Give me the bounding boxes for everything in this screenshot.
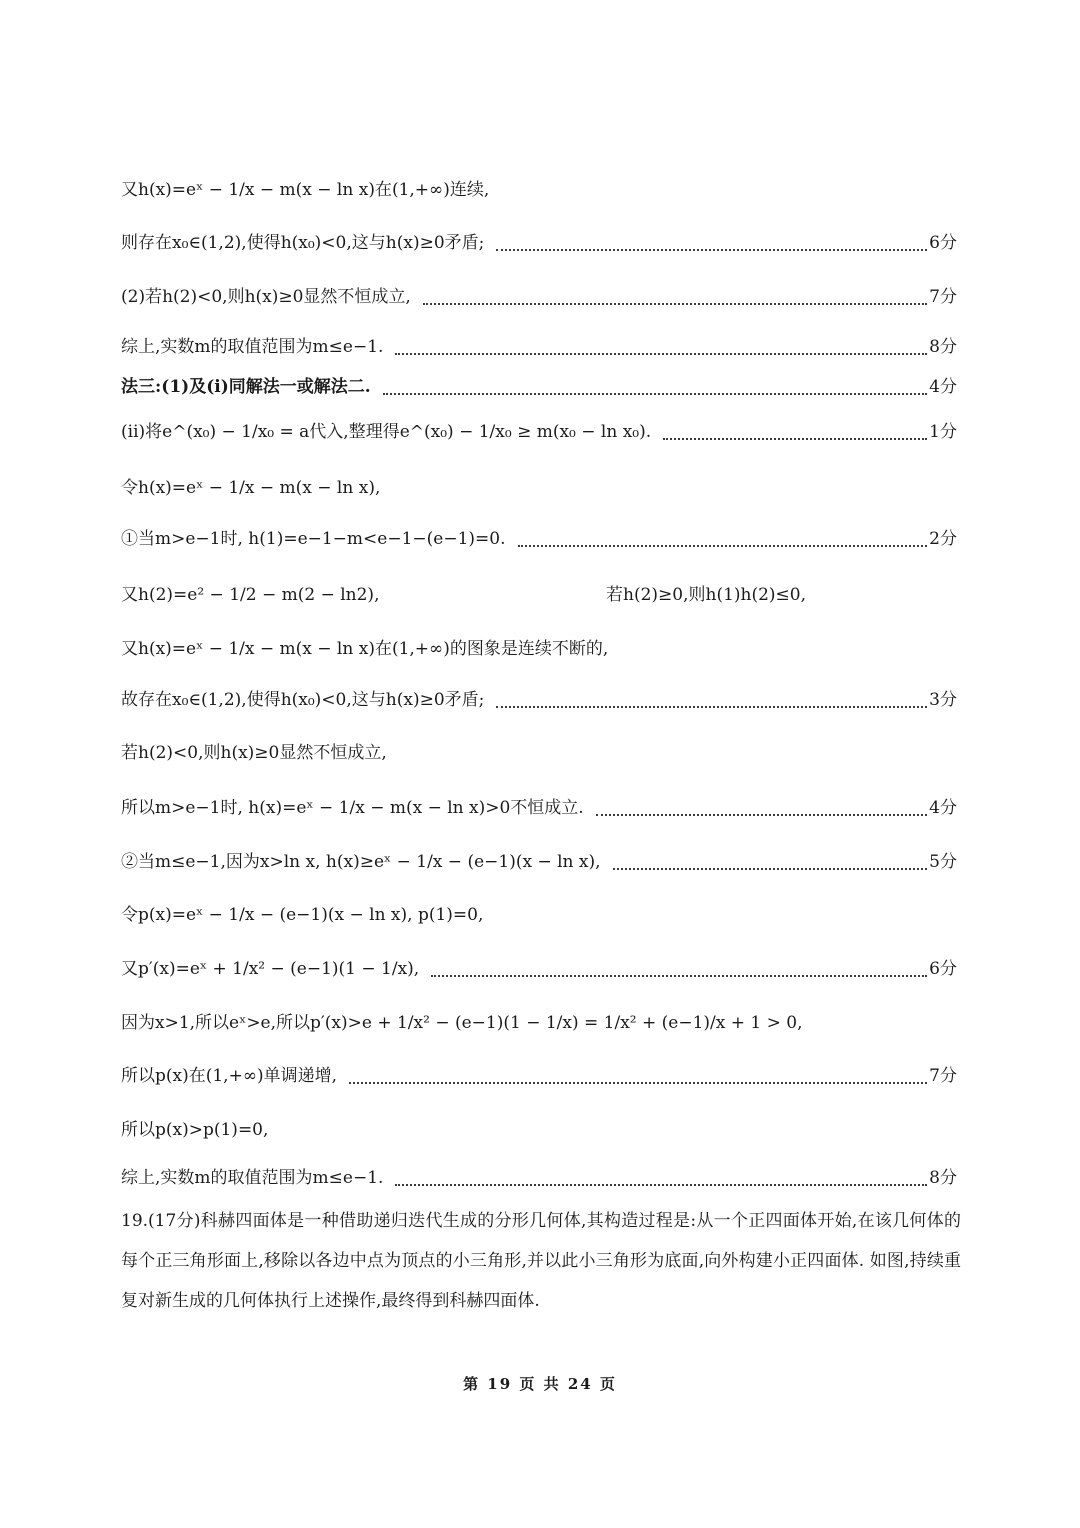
line-text: 令p(x)=eˣ − 1/x − (e−1)(x − ln x), p(1)=0,: [121, 905, 484, 925]
line-9: [121, 587, 957, 604]
line-11: [121, 692, 957, 709]
line-14: [121, 854, 957, 871]
line-text: 则存在x₀∈(1,2),使得h(x₀)<0,这与h(x)≥0矛盾;: [121, 233, 485, 253]
line-text: 故存在x₀∈(1,2),使得h(x₀)<0,这与h(x)≥0矛盾;: [121, 690, 485, 710]
line-text: ②当m≤e−1,因为x>ln x, h(x)≥eˣ − 1/x − (e−1)(x − ln x),: [121, 852, 601, 872]
line-13: [121, 800, 957, 817]
points-label: 3分: [929, 690, 957, 710]
line-text: 若h(2)<0,则h(x)≥0显然不恒成立,: [121, 743, 387, 763]
line-10: [121, 641, 957, 658]
line-4: [121, 339, 957, 356]
line-text: 所以p(x)>p(1)=0,: [121, 1120, 269, 1140]
line-text: 综上,实数m的取值范围为m≤e−1.: [121, 337, 384, 357]
points-label: 8分: [929, 1168, 957, 1188]
line-20: [121, 1170, 957, 1187]
line-8: [121, 531, 957, 548]
line-19: [121, 1122, 957, 1139]
dot-leader: [423, 303, 927, 305]
dot-leader: [395, 353, 927, 355]
line-text: 法三:(1)及(i)同解法一或解法二.: [121, 377, 371, 397]
line-16: [121, 961, 957, 978]
page-footer: 第 19 页 共 24 页: [463, 1375, 617, 1393]
points-label: 5分: [929, 852, 957, 872]
line-15: [121, 907, 957, 924]
dot-leader: [596, 814, 927, 816]
line-17: [121, 1015, 957, 1032]
line-7: [121, 480, 957, 497]
line-18: [121, 1068, 957, 1085]
line-5: [121, 379, 957, 396]
dot-leader: [496, 706, 927, 708]
line-text: 令h(x)=eˣ − 1/x − m(x − ln x),: [121, 478, 381, 498]
points-label: 8分: [929, 337, 957, 357]
points-label: 4分: [929, 377, 957, 397]
points-label: 4分: [929, 798, 957, 818]
dot-leader: [395, 1184, 927, 1186]
dot-leader: [431, 975, 927, 977]
line-text: 因为x>1,所以eˣ>e,所以p′(x)>e + 1/x² − (e−1)(1 − 1/x) = 1/x² + (e−1)/x + 1 > 0,: [121, 1013, 803, 1033]
line-text: (ii)将e^(x₀) − 1/x₀ = a代入,整理得e^(x₀) − 1/x₀ ≥ m(x₀ − ln x₀).: [121, 422, 652, 442]
dot-leader: [349, 1082, 927, 1084]
line-text: 又p′(x)=eˣ + 1/x² − (e−1)(1 − 1/x),: [121, 959, 420, 979]
dot-leader: [496, 249, 927, 251]
dot-leader: [663, 438, 927, 440]
points-label: 1分: [929, 422, 957, 442]
points-label: 2分: [929, 529, 957, 549]
line-text: ①当m>e−1时, h(1)=e−1−m<e−1−(e−1)=0.: [121, 529, 506, 549]
line-text: 又h(2)=e² − 1/2 − m(2 − ln2),: [121, 585, 380, 605]
line-text: 所以m>e−1时, h(x)=eˣ − 1/x − m(x − ln x)>0不恒成立.: [121, 798, 584, 818]
line-1: [121, 182, 957, 199]
line-6: [121, 424, 957, 441]
points-label: 6分: [929, 233, 957, 253]
dot-leader: [383, 393, 928, 395]
points-label: 7分: [929, 1066, 957, 1086]
problem-19-text: 19.(17分)科赫四面体是一种借助递归迭代生成的分形几何体,其构造过程是:从一个正四面体开始,在该几何体的每个正三角形面上,移除以各边中点为顶点的小三角形,并以此小三角形为底面,向外构建小正四面体. 如图,持续重复对新生成的几何体执行上述操作,最终得到科赫四面体.: [121, 1211, 961, 1311]
dot-leader: [613, 868, 928, 870]
line-text: 又h(x)=eˣ − 1/x − m(x − ln x)在(1,+∞)的图象是连续不断的,: [121, 639, 609, 659]
points-label: 7分: [929, 287, 957, 307]
line-text: 所以p(x)在(1,+∞)单调递增,: [121, 1066, 338, 1086]
line-text: 又h(x)=eˣ − 1/x − m(x − ln x)在(1,+∞)连续,: [121, 180, 490, 200]
line-12: [121, 745, 957, 762]
line-2: [121, 235, 957, 252]
line-text: (2)若h(2)<0,则h(x)≥0显然不恒成立,: [121, 287, 411, 307]
line-text-right: 若h(2)≥0,则h(1)h(2)≤0,: [606, 585, 807, 605]
line-3: [121, 289, 957, 306]
line-text: 综上,实数m的取值范围为m≤e−1.: [121, 1168, 384, 1188]
dot-leader: [518, 545, 928, 547]
points-label: 6分: [929, 959, 957, 979]
